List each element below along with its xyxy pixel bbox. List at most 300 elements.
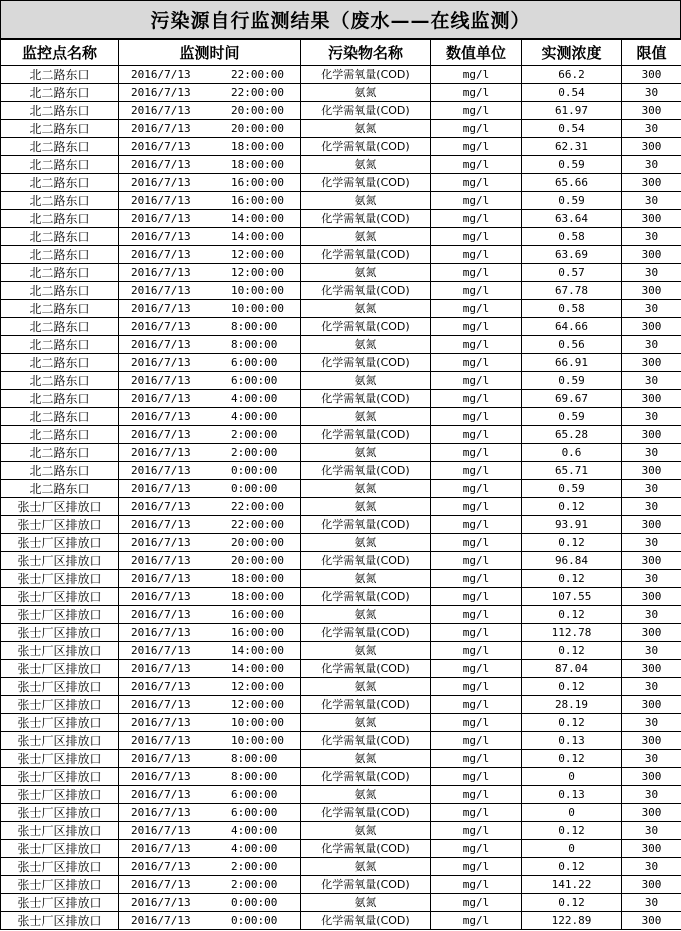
time-cell (119, 678, 301, 696)
time-cell (119, 444, 301, 462)
table-row (1, 912, 681, 930)
time-cell (119, 66, 301, 84)
value-cell: 0.56 (522, 336, 622, 354)
unit-cell: mg/l (431, 894, 522, 912)
pollutant-cell: 化学需氧量(COD) (301, 462, 431, 480)
date-text: 2016/7/13 (131, 355, 191, 369)
table-row (1, 840, 681, 858)
value-cell: 0.12 (522, 714, 622, 732)
date-text: 2016/7/13 (131, 913, 191, 927)
pollutant-cell: 氨氮 (301, 156, 431, 174)
limit-cell: 300 (622, 768, 681, 786)
clock-text: 22:00:00 (231, 499, 284, 513)
unit-cell: mg/l (431, 750, 522, 768)
clock-text: 14:00:00 (231, 229, 284, 243)
pollutant-cell: 氨氮 (301, 444, 431, 462)
value-cell: 66.2 (522, 66, 622, 84)
time-cell (119, 390, 301, 408)
time-cell (119, 804, 301, 822)
table-row (1, 732, 681, 750)
limit-cell: 300 (622, 552, 681, 570)
clock-text: 0:00:00 (231, 913, 278, 927)
pollutant-cell: 氨氮 (301, 678, 431, 696)
time-cell (119, 768, 301, 786)
time-cell (119, 696, 301, 714)
pollutant-cell: 化学需氧量(COD) (301, 660, 431, 678)
clock-text: 16:00:00 (231, 175, 284, 189)
pollutant-cell: 氨氮 (301, 84, 431, 102)
site-cell: 北二路东口 (1, 192, 119, 210)
value-cell: 96.84 (522, 552, 622, 570)
time-cell (119, 660, 301, 678)
clock-text: 0:00:00 (231, 895, 278, 909)
limit-cell: 300 (622, 516, 681, 534)
limit-cell: 30 (622, 264, 681, 282)
clock-text: 20:00:00 (231, 121, 284, 135)
date-text: 2016/7/13 (131, 445, 191, 459)
clock-text: 6:00:00 (231, 805, 278, 819)
pollutant-cell: 化学需氧量(COD) (301, 732, 431, 750)
clock-text: 8:00:00 (231, 319, 278, 333)
unit-cell: mg/l (431, 264, 522, 282)
unit-cell: mg/l (431, 498, 522, 516)
pollutant-cell: 氨氮 (301, 714, 431, 732)
limit-cell: 300 (622, 732, 681, 750)
value-cell: 0.12 (522, 534, 622, 552)
time-cell (119, 786, 301, 804)
unit-cell: mg/l (431, 804, 522, 822)
table-body (1, 66, 681, 930)
limit-cell: 30 (622, 498, 681, 516)
clock-text: 6:00:00 (231, 787, 278, 801)
table-row (1, 336, 681, 354)
header-time: 监测时间 (119, 40, 301, 66)
table-row (1, 462, 681, 480)
pollutant-cell: 氨氮 (301, 480, 431, 498)
unit-cell: mg/l (431, 102, 522, 120)
pollutant-cell: 氨氮 (301, 264, 431, 282)
limit-cell: 30 (622, 228, 681, 246)
unit-cell: mg/l (431, 786, 522, 804)
limit-cell: 300 (622, 102, 681, 120)
table-row (1, 120, 681, 138)
time-cell (119, 912, 301, 930)
clock-text: 18:00:00 (231, 139, 284, 153)
limit-cell: 300 (622, 426, 681, 444)
value-cell: 0.12 (522, 894, 622, 912)
site-cell: 北二路东口 (1, 300, 119, 318)
pollutant-cell: 氨氮 (301, 534, 431, 552)
limit-cell: 300 (622, 840, 681, 858)
time-cell (119, 822, 301, 840)
date-text: 2016/7/13 (131, 859, 191, 873)
date-text: 2016/7/13 (131, 229, 191, 243)
pollutant-cell: 化学需氧量(COD) (301, 246, 431, 264)
table-row (1, 408, 681, 426)
date-text: 2016/7/13 (131, 283, 191, 297)
limit-cell: 300 (622, 390, 681, 408)
table-row (1, 642, 681, 660)
date-text: 2016/7/13 (131, 67, 191, 81)
site-cell: 北二路东口 (1, 66, 119, 84)
pollutant-cell: 氨氮 (301, 894, 431, 912)
site-cell: 张士厂区排放口 (1, 642, 119, 660)
unit-cell: mg/l (431, 516, 522, 534)
page-title: 污染源自行监测结果（废水——在线监测） (0, 0, 681, 39)
unit-cell: mg/l (431, 606, 522, 624)
clock-text: 12:00:00 (231, 679, 284, 693)
limit-cell: 30 (622, 534, 681, 552)
value-cell: 62.31 (522, 138, 622, 156)
site-cell: 张士厂区排放口 (1, 876, 119, 894)
table-row (1, 858, 681, 876)
pollutant-cell: 化学需氧量(COD) (301, 552, 431, 570)
date-text: 2016/7/13 (131, 103, 191, 117)
site-cell: 北二路东口 (1, 264, 119, 282)
time-cell (119, 624, 301, 642)
site-cell: 北二路东口 (1, 372, 119, 390)
pollutant-cell: 氨氮 (301, 570, 431, 588)
time-cell (119, 588, 301, 606)
time-cell (119, 750, 301, 768)
table-row (1, 156, 681, 174)
date-text: 2016/7/13 (131, 751, 191, 765)
site-cell: 北二路东口 (1, 480, 119, 498)
pollutant-cell: 化学需氧量(COD) (301, 516, 431, 534)
time-cell (119, 534, 301, 552)
limit-cell: 30 (622, 120, 681, 138)
clock-text: 20:00:00 (231, 103, 284, 117)
table-row (1, 480, 681, 498)
clock-text: 2:00:00 (231, 427, 278, 441)
site-cell: 张士厂区排放口 (1, 696, 119, 714)
value-cell: 0.12 (522, 678, 622, 696)
clock-text: 18:00:00 (231, 157, 284, 171)
time-cell (119, 858, 301, 876)
limit-cell: 30 (622, 156, 681, 174)
header-limit: 限值 (622, 40, 681, 66)
table-row (1, 786, 681, 804)
table-row (1, 588, 681, 606)
value-cell: 61.97 (522, 102, 622, 120)
unit-cell: mg/l (431, 858, 522, 876)
site-cell: 张士厂区排放口 (1, 804, 119, 822)
pollutant-cell: 氨氮 (301, 408, 431, 426)
unit-cell: mg/l (431, 444, 522, 462)
limit-cell: 300 (622, 246, 681, 264)
time-cell (119, 300, 301, 318)
limit-cell: 30 (622, 192, 681, 210)
unit-cell: mg/l (431, 210, 522, 228)
table-row (1, 354, 681, 372)
value-cell: 0.12 (522, 750, 622, 768)
pollutant-cell: 化学需氧量(COD) (301, 696, 431, 714)
pollutant-cell: 化学需氧量(COD) (301, 102, 431, 120)
value-cell: 0.12 (522, 822, 622, 840)
site-cell: 北二路东口 (1, 390, 119, 408)
value-cell: 0.12 (522, 606, 622, 624)
limit-cell: 30 (622, 714, 681, 732)
pollutant-cell: 化学需氧量(COD) (301, 804, 431, 822)
limit-cell: 300 (622, 318, 681, 336)
pollutant-cell: 化学需氧量(COD) (301, 66, 431, 84)
site-cell: 北二路东口 (1, 282, 119, 300)
site-cell: 北二路东口 (1, 156, 119, 174)
pollutant-cell: 化学需氧量(COD) (301, 354, 431, 372)
pollutant-cell: 化学需氧量(COD) (301, 912, 431, 930)
date-text: 2016/7/13 (131, 823, 191, 837)
value-cell: 0.6 (522, 444, 622, 462)
time-cell (119, 354, 301, 372)
pollutant-cell: 化学需氧量(COD) (301, 210, 431, 228)
pollutant-cell: 氨氮 (301, 120, 431, 138)
site-cell: 北二路东口 (1, 354, 119, 372)
clock-text: 20:00:00 (231, 535, 284, 549)
unit-cell: mg/l (431, 696, 522, 714)
unit-cell: mg/l (431, 318, 522, 336)
unit-cell: mg/l (431, 552, 522, 570)
date-text: 2016/7/13 (131, 661, 191, 675)
table-row (1, 282, 681, 300)
date-text: 2016/7/13 (131, 679, 191, 693)
header-unit: 数值单位 (431, 40, 522, 66)
table-row (1, 390, 681, 408)
site-cell: 张士厂区排放口 (1, 624, 119, 642)
unit-cell: mg/l (431, 660, 522, 678)
pollutant-cell: 氨氮 (301, 822, 431, 840)
value-cell: 65.71 (522, 462, 622, 480)
date-text: 2016/7/13 (131, 427, 191, 441)
unit-cell: mg/l (431, 372, 522, 390)
table-row (1, 318, 681, 336)
unit-cell: mg/l (431, 768, 522, 786)
value-cell: 0.12 (522, 498, 622, 516)
pollutant-cell: 化学需氧量(COD) (301, 174, 431, 192)
clock-text: 22:00:00 (231, 85, 284, 99)
table-row (1, 192, 681, 210)
pollutant-cell: 化学需氧量(COD) (301, 768, 431, 786)
time-cell (119, 264, 301, 282)
value-cell: 107.55 (522, 588, 622, 606)
pollutant-cell: 氨氮 (301, 228, 431, 246)
time-cell (119, 84, 301, 102)
table-row (1, 264, 681, 282)
value-cell: 28.19 (522, 696, 622, 714)
site-cell: 张士厂区排放口 (1, 768, 119, 786)
pollutant-cell: 氨氮 (301, 372, 431, 390)
pollutant-cell: 化学需氧量(COD) (301, 588, 431, 606)
value-cell: 0.58 (522, 228, 622, 246)
pollutant-cell: 氨氮 (301, 750, 431, 768)
limit-cell: 300 (622, 462, 681, 480)
clock-text: 12:00:00 (231, 697, 284, 711)
value-cell: 0.59 (522, 192, 622, 210)
limit-cell: 30 (622, 372, 681, 390)
unit-cell: mg/l (431, 354, 522, 372)
limit-cell: 30 (622, 300, 681, 318)
unit-cell: mg/l (431, 876, 522, 894)
date-text: 2016/7/13 (131, 175, 191, 189)
pollutant-cell: 化学需氧量(COD) (301, 624, 431, 642)
date-text: 2016/7/13 (131, 697, 191, 711)
table-row (1, 210, 681, 228)
limit-cell: 300 (622, 66, 681, 84)
time-cell (119, 174, 301, 192)
date-text: 2016/7/13 (131, 787, 191, 801)
table-row (1, 174, 681, 192)
date-text: 2016/7/13 (131, 301, 191, 315)
clock-text: 14:00:00 (231, 661, 284, 675)
value-cell: 0.59 (522, 408, 622, 426)
time-cell (119, 462, 301, 480)
clock-text: 8:00:00 (231, 337, 278, 351)
site-cell: 北二路东口 (1, 246, 119, 264)
site-cell: 张士厂区排放口 (1, 588, 119, 606)
value-cell: 0.59 (522, 156, 622, 174)
site-cell: 北二路东口 (1, 228, 119, 246)
date-text: 2016/7/13 (131, 463, 191, 477)
unit-cell: mg/l (431, 732, 522, 750)
site-cell: 北二路东口 (1, 426, 119, 444)
time-cell (119, 120, 301, 138)
date-text: 2016/7/13 (131, 643, 191, 657)
limit-cell: 300 (622, 696, 681, 714)
table-row (1, 714, 681, 732)
site-cell: 北二路东口 (1, 408, 119, 426)
clock-text: 10:00:00 (231, 715, 284, 729)
date-text: 2016/7/13 (131, 373, 191, 387)
clock-text: 4:00:00 (231, 823, 278, 837)
header-pollutant: 污染物名称 (301, 40, 431, 66)
date-text: 2016/7/13 (131, 841, 191, 855)
table-row (1, 516, 681, 534)
site-cell: 北二路东口 (1, 462, 119, 480)
time-cell (119, 282, 301, 300)
clock-text: 20:00:00 (231, 553, 284, 567)
clock-text: 12:00:00 (231, 247, 284, 261)
unit-cell: mg/l (431, 336, 522, 354)
date-text: 2016/7/13 (131, 211, 191, 225)
pollutant-cell: 氨氮 (301, 498, 431, 516)
site-cell: 张士厂区排放口 (1, 660, 119, 678)
limit-cell: 30 (622, 480, 681, 498)
site-cell: 张士厂区排放口 (1, 912, 119, 930)
value-cell: 63.64 (522, 210, 622, 228)
limit-cell: 30 (622, 894, 681, 912)
limit-cell: 30 (622, 642, 681, 660)
site-cell: 北二路东口 (1, 102, 119, 120)
date-text: 2016/7/13 (131, 157, 191, 171)
value-cell: 67.78 (522, 282, 622, 300)
date-text: 2016/7/13 (131, 139, 191, 153)
value-cell: 66.91 (522, 354, 622, 372)
monitoring-table (0, 39, 681, 930)
pollutant-cell: 氨氮 (301, 858, 431, 876)
time-cell (119, 228, 301, 246)
limit-cell: 300 (622, 804, 681, 822)
table-row (1, 534, 681, 552)
unit-cell: mg/l (431, 156, 522, 174)
time-cell (119, 894, 301, 912)
pollutant-cell: 氨氮 (301, 300, 431, 318)
clock-text: 4:00:00 (231, 391, 278, 405)
value-cell: 0 (522, 804, 622, 822)
table-row (1, 498, 681, 516)
site-cell: 张士厂区排放口 (1, 822, 119, 840)
value-cell: 93.91 (522, 516, 622, 534)
unit-cell: mg/l (431, 642, 522, 660)
table-row (1, 696, 681, 714)
value-cell: 0.13 (522, 786, 622, 804)
value-cell: 0.12 (522, 570, 622, 588)
limit-cell: 30 (622, 858, 681, 876)
site-cell: 北二路东口 (1, 84, 119, 102)
pollutant-cell: 化学需氧量(COD) (301, 282, 431, 300)
value-cell: 0.57 (522, 264, 622, 282)
unit-cell: mg/l (431, 588, 522, 606)
clock-text: 14:00:00 (231, 643, 284, 657)
time-cell (119, 714, 301, 732)
unit-cell: mg/l (431, 300, 522, 318)
unit-cell: mg/l (431, 570, 522, 588)
site-cell: 张士厂区排放口 (1, 714, 119, 732)
clock-text: 10:00:00 (231, 283, 284, 297)
unit-cell: mg/l (431, 408, 522, 426)
date-text: 2016/7/13 (131, 805, 191, 819)
site-cell: 张士厂区排放口 (1, 732, 119, 750)
limit-cell: 30 (622, 786, 681, 804)
clock-text: 16:00:00 (231, 625, 284, 639)
clock-text: 2:00:00 (231, 859, 278, 873)
clock-text: 22:00:00 (231, 67, 284, 81)
value-cell: 0 (522, 840, 622, 858)
table-row (1, 138, 681, 156)
value-cell: 0.54 (522, 84, 622, 102)
clock-text: 0:00:00 (231, 463, 278, 477)
unit-cell: mg/l (431, 678, 522, 696)
date-text: 2016/7/13 (131, 409, 191, 423)
unit-cell: mg/l (431, 246, 522, 264)
clock-text: 18:00:00 (231, 571, 284, 585)
table-row (1, 246, 681, 264)
value-cell: 64.66 (522, 318, 622, 336)
unit-cell: mg/l (431, 228, 522, 246)
clock-text: 10:00:00 (231, 733, 284, 747)
site-cell: 北二路东口 (1, 174, 119, 192)
limit-cell: 300 (622, 174, 681, 192)
date-text: 2016/7/13 (131, 553, 191, 567)
clock-text: 6:00:00 (231, 373, 278, 387)
pollutant-cell: 氨氮 (301, 786, 431, 804)
value-cell: 0.13 (522, 732, 622, 750)
date-text: 2016/7/13 (131, 517, 191, 531)
unit-cell: mg/l (431, 624, 522, 642)
value-cell: 65.66 (522, 174, 622, 192)
site-cell: 张士厂区排放口 (1, 894, 119, 912)
date-text: 2016/7/13 (131, 769, 191, 783)
site-cell: 张士厂区排放口 (1, 786, 119, 804)
site-cell: 张士厂区排放口 (1, 516, 119, 534)
time-cell (119, 840, 301, 858)
site-cell: 张士厂区排放口 (1, 606, 119, 624)
pollutant-cell: 化学需氧量(COD) (301, 426, 431, 444)
unit-cell: mg/l (431, 174, 522, 192)
clock-text: 10:00:00 (231, 301, 284, 315)
value-cell: 122.89 (522, 912, 622, 930)
date-text: 2016/7/13 (131, 877, 191, 891)
unit-cell: mg/l (431, 84, 522, 102)
table-row (1, 570, 681, 588)
